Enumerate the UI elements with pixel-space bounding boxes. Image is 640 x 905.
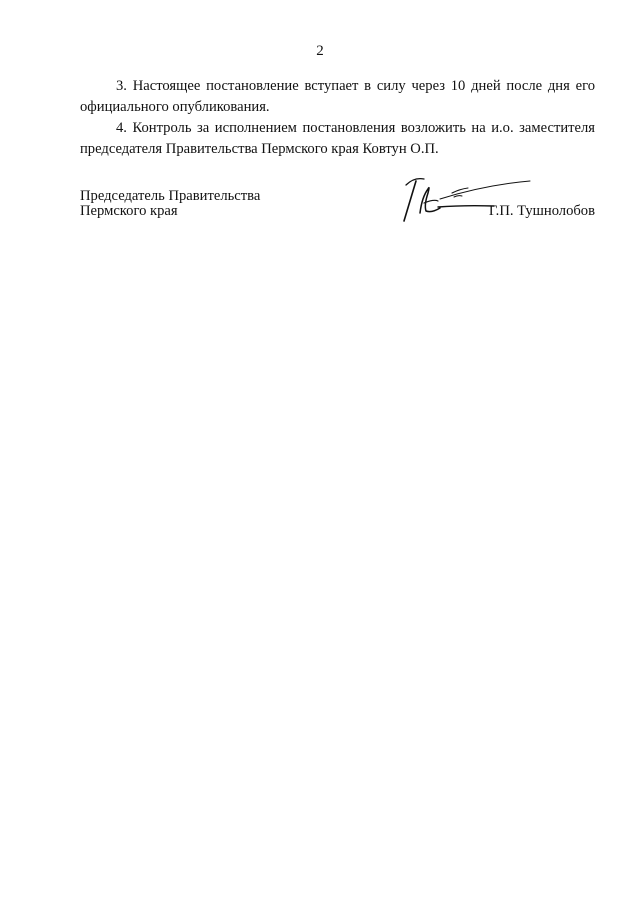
paragraph-3: 3. Настоящее постановление вступает в силу через 10 дней после дня его официального опубликования. xyxy=(80,78,595,115)
paragraph-4: 4. Контроль за исполнением постановления возложить на и.о. заместителя председателя Правительства Пермского края Ковтун О.П. xyxy=(80,120,595,157)
document-body xyxy=(80,76,595,160)
signature-block xyxy=(80,189,595,229)
signer-title-line-2: Пермского края xyxy=(80,203,178,219)
signer-title xyxy=(80,189,260,219)
signer-name: Г.П. Тушнолобов xyxy=(488,203,595,219)
signer-title-line-1: Председатель Правительства xyxy=(80,188,261,204)
page-number: 2 xyxy=(316,43,324,59)
